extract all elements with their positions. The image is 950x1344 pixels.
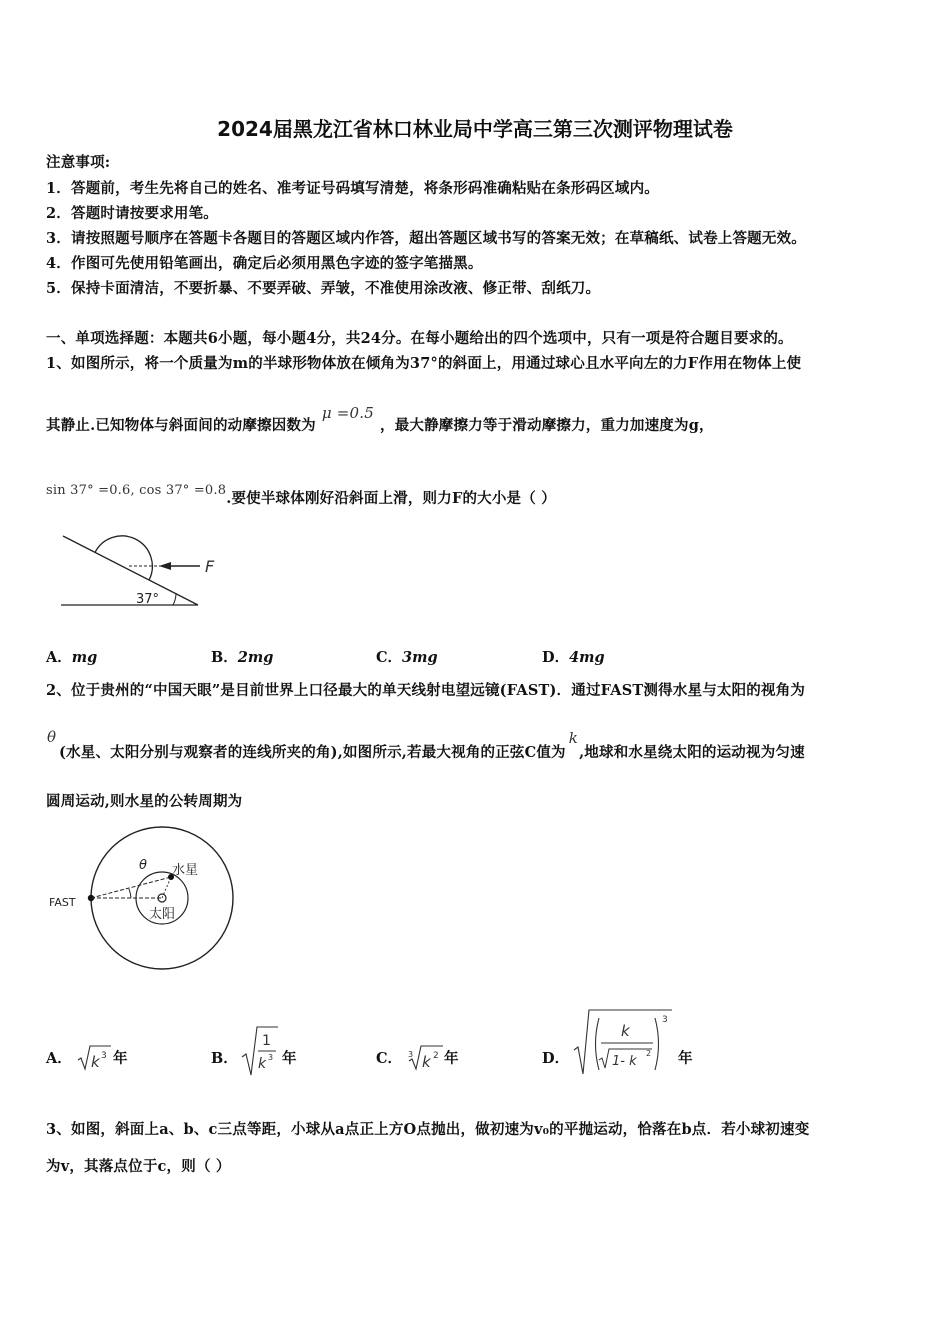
q2-option-b-expr <box>240 1023 280 1078</box>
q2-option-c-unit: 年 <box>444 1050 459 1067</box>
svg-text:3: 3 <box>268 1053 274 1062</box>
angle-label: 37° <box>136 592 160 607</box>
theta-symbol: θ <box>47 728 57 746</box>
q1-line-2 <box>46 404 714 435</box>
svg-text:3: 3 <box>662 1015 668 1025</box>
svg-text:1- k: 1- k <box>612 1054 637 1069</box>
q2-line-2 <box>46 728 805 762</box>
q1-line-3-text: .要使半球体刚好沿斜面上滑，则力F的大小是（ ） <box>226 490 556 507</box>
svg-text:k: k <box>91 1053 100 1071</box>
q2-option-b-label[interactable]: B． <box>211 1050 238 1067</box>
section-heading: 一、单项选择题：本题共6小题，每小题4分，共24分。在每小题给出的四个选项中，只有一项是符合题目要求的。 <box>46 330 793 347</box>
fast-label: FAST <box>49 896 76 909</box>
svg-text:k: k <box>422 1053 431 1071</box>
svg-text:3: 3 <box>101 1051 107 1061</box>
svg-text:3: 3 <box>408 1050 414 1059</box>
q2-line-2a: (水星、太阳分别与观察者的连线所夹的角),如图所示,若最大视角的正弦C值为 <box>59 744 566 761</box>
incline-figure <box>55 528 235 610</box>
q3-line-2: 为v，其落点位于c，则（ ） <box>46 1158 231 1175</box>
q2-line-3: 圆周运动,则水星的公转周期为 <box>46 793 243 810</box>
notice-item-5: 5．保持卡面清洁，不要折暴、不要弄破、弄皱，不准使用涂改液、修正带、刮纸刀。 <box>46 280 601 297</box>
mercury-label: 水星 <box>172 863 199 878</box>
q2-option-d-expr <box>572 1008 674 1078</box>
hemisphere-arc <box>95 536 152 580</box>
theta-arc <box>129 889 131 898</box>
q1-line-2b: ，最大静摩擦力等于滑动摩擦力，重力加速度为g， <box>380 417 714 434</box>
q2-option-a-label[interactable]: A． <box>46 1050 72 1067</box>
q2-option-a-expr <box>76 1040 112 1074</box>
q2-option-c-label[interactable]: C． <box>376 1050 403 1067</box>
q1-option-c[interactable]: C．3mg <box>376 649 438 666</box>
sun-label: 太阳 <box>149 907 176 922</box>
q1-line-3 <box>46 483 556 508</box>
q1-option-d[interactable]: D．4mg <box>542 649 605 666</box>
q2-line-2b: ,地球和水星绕太阳的运动视为匀速 <box>579 744 805 761</box>
svg-text:2: 2 <box>433 1051 439 1061</box>
q2-option-a-unit: 年 <box>113 1050 128 1067</box>
notice-item-1: 1．答题前，考生先将自己的姓名、准考证号码填写清楚，将条形码准确粘贴在条形码区域内。 <box>46 180 659 197</box>
q1-option-a[interactable]: A．mg <box>46 649 98 666</box>
q1-line-1: 1、如图所示，将一个质量为m的半球形物体放在倾角为37°的斜面上，用通过球心且水平向左的力F作用在物体上使 <box>46 355 802 372</box>
svg-text:1: 1 <box>262 1033 271 1049</box>
q2-option-d-unit: 年 <box>678 1050 693 1067</box>
mu-expression: μ =0.5 <box>321 404 374 422</box>
svg-text:k: k <box>258 1056 267 1072</box>
q2-option-b-unit: 年 <box>282 1050 297 1067</box>
k-symbol: k <box>568 729 579 747</box>
q1-line-2a: 其静止.已知物体与斜面间的动摩擦因数为 <box>46 417 316 434</box>
q2-line-1: 2、位于贵州的“中国天眼”是目前世界上口径最大的单天线射电望远镜(FAST)．通过FAST测得水星与太阳的视角为 <box>46 682 806 699</box>
force-label: F <box>205 557 215 576</box>
q3-line-1: 3、如图，斜面上a、b、c三点等距，小球从a点正上方O点抛出，做初速为v₀的平抛运动，恰落在b点．若小球初速变 <box>46 1121 810 1138</box>
theta-label: θ <box>139 858 147 873</box>
notice-item-3: 3．请按照题号顺序在答题卡各题目的答题区域内作答，超出答题区域书写的答案无效；在草稿纸、试卷上答题无效。 <box>46 230 806 247</box>
q2-option-d-label[interactable]: D． <box>542 1050 570 1067</box>
notice-heading: 注意事项: <box>46 154 111 171</box>
angle-arc <box>173 593 176 605</box>
orbit-figure <box>45 825 240 973</box>
notice-item-4: 4．作图可先使用铅笔画出，确定后必须用黑色字迹的签字笔描黑。 <box>46 255 483 272</box>
svg-text:k: k <box>621 1022 630 1040</box>
q2-option-c-expr <box>405 1040 445 1074</box>
force-arrow-head <box>159 562 171 570</box>
page-title: 2024届黑龙江省林口林业局中学高三第三次测评物理试卷 <box>217 117 733 141</box>
notice-item-2: 2．答题时请按要求用笔。 <box>46 205 218 222</box>
q1-option-b[interactable]: B．2mg <box>211 649 274 666</box>
svg-text:2: 2 <box>646 1049 652 1058</box>
trig-expression: sin 37° =0.6, cos 37° =0.8 <box>46 483 227 498</box>
incline-line <box>63 536 198 605</box>
